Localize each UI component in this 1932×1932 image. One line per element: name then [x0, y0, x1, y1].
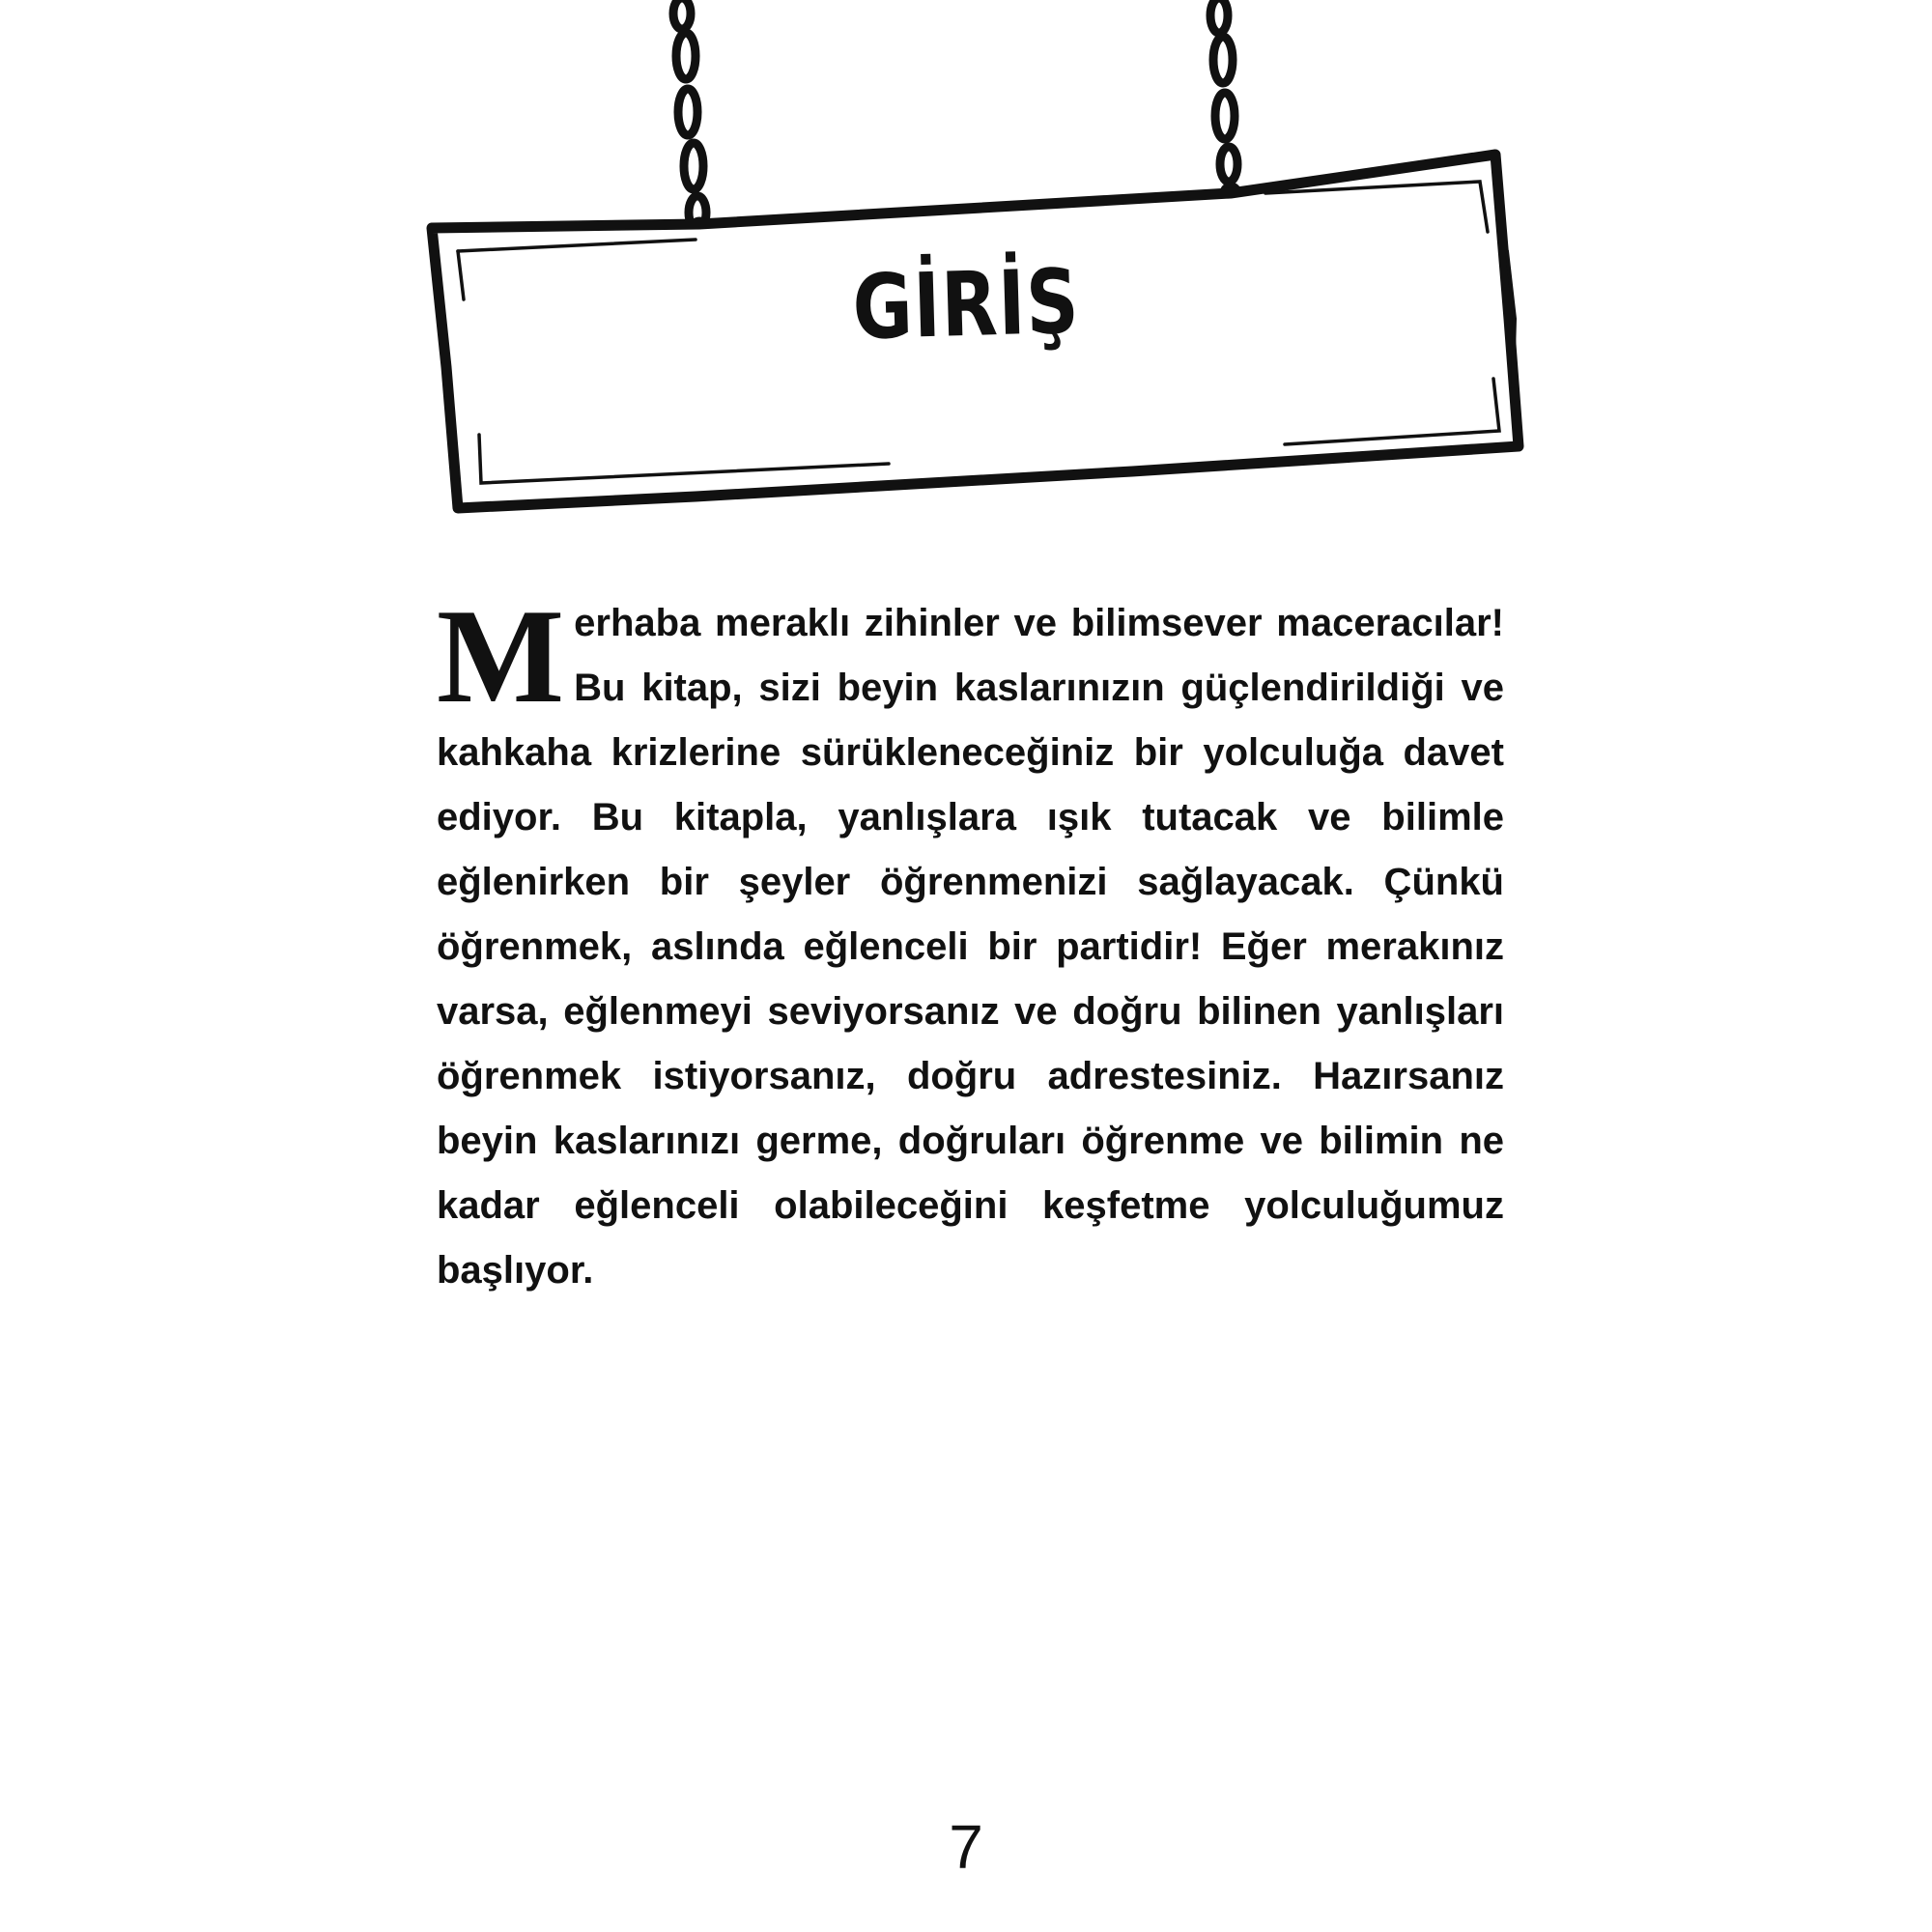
intro-text: erhaba meraklı zihinler ve bilimsever maceracılar! Bu kitap, sizi beyin kaslarınızın güçlendirildiği ve kahkaha krizlerine sürükleneceğiniz bir yolculuğa davet ediyor. Bu kitapla, yanlışlara ışık tutacak ve bilimle eğlenirken bir şeyler öğrenmenizi sağlayacak. Çünkü öğrenmek, aslında eğlenceli bir partidir! Eğer merakınız varsa, eğlenmeyi seviyorsanız ve doğru bilinen yanlışları öğrenmek istiyorsanız, doğru adrestesiniz. Hazırsanız beyin kaslarınızı germe, doğruları öğrenme ve bilimin ne kadar eğlenceli olabileceğini keşfetme yolculuğumuz başlıyor.	[437, 602, 1504, 1292]
sign-title: GİRİŞ	[851, 249, 1081, 360]
left-chain	[673, 0, 706, 235]
drop-cap-letter: M	[437, 582, 565, 731]
intro-paragraph	[437, 582, 1504, 1303]
right-chain	[1210, 0, 1237, 200]
page-number: 7	[949, 1812, 983, 1882]
